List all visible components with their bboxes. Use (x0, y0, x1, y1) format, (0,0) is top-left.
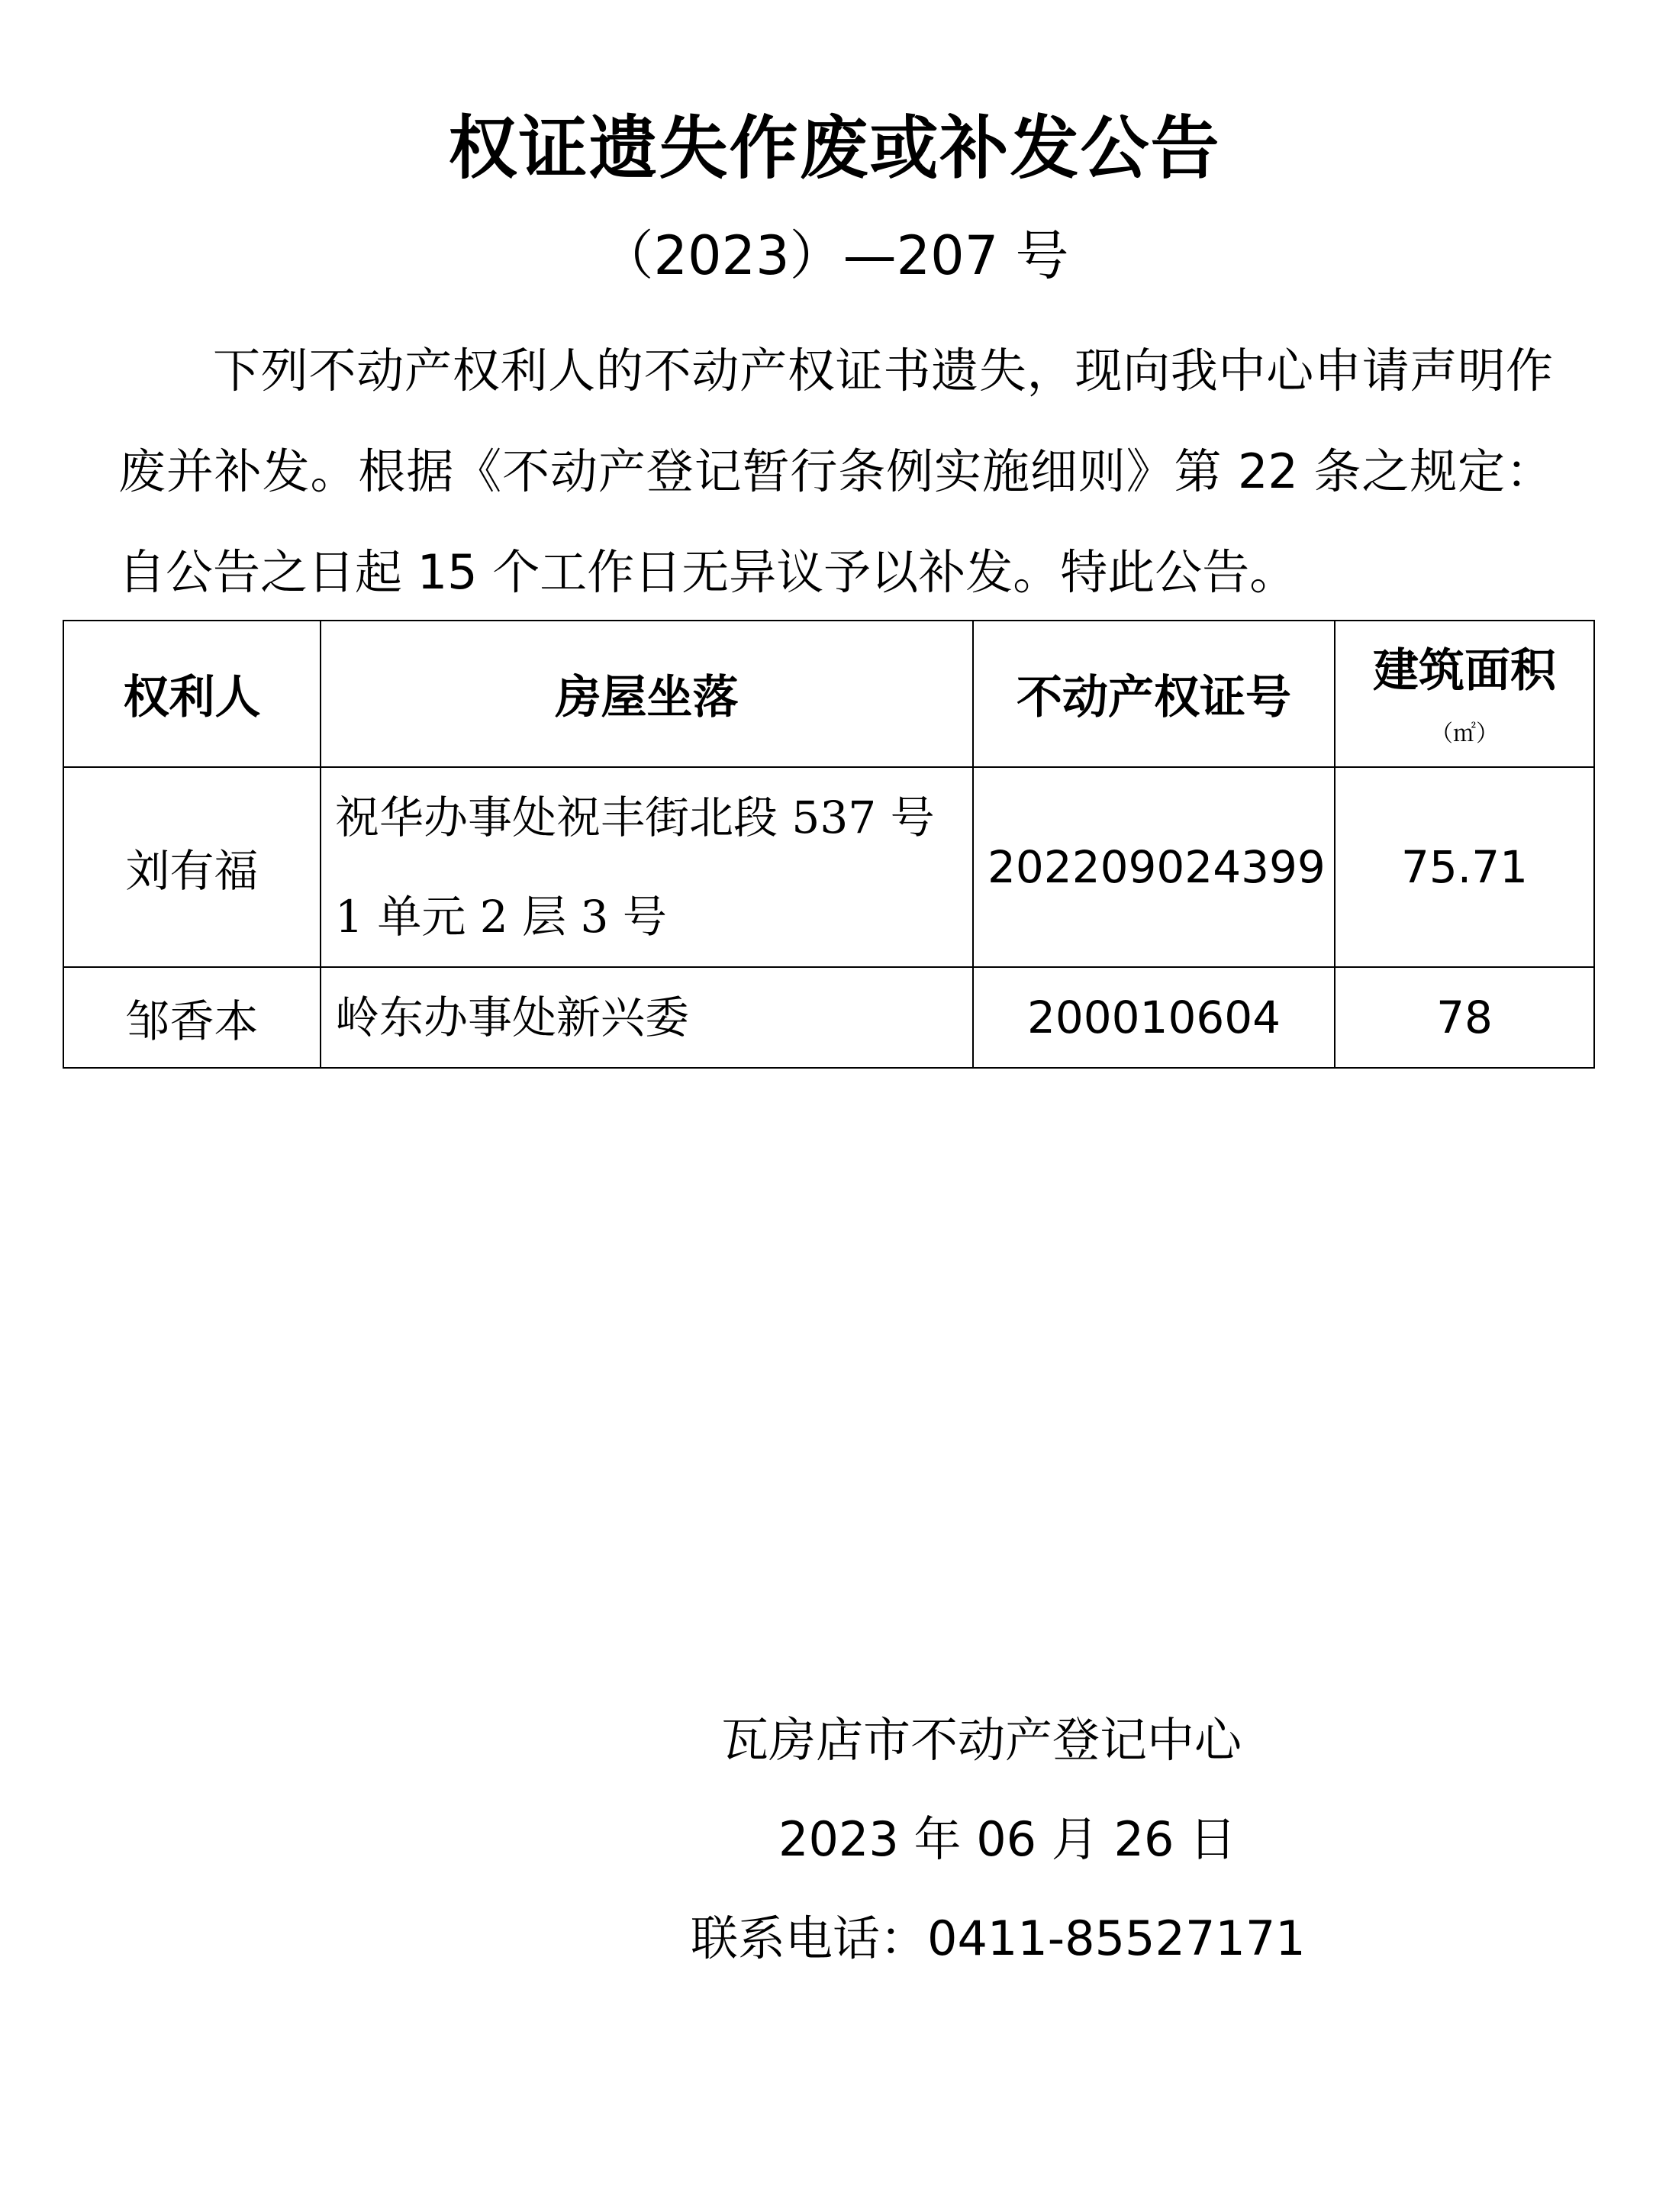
table-row (63, 967, 1594, 1068)
header-owner: 权利人 (63, 621, 321, 767)
document-number: （2023）—207 号 (600, 224, 1069, 287)
signature-date: 2023 年 06 月 26 日 (778, 1811, 1237, 1867)
table-row (63, 767, 1594, 967)
lost-certificate-table (63, 620, 1595, 1069)
contact-phone: 联系电话：0411-85527171 (691, 1911, 1306, 1966)
table-header-row (63, 621, 1594, 767)
announcement-body: 下列不动产权利人的不动产权证书遗失，现向我中心申请声明作废并补发。根据《不动产登记暂行条例实施细则》第 22 条之规定：自公告之日起 15 个工作日无异议予以补发。特此公告。 (118, 343, 1553, 600)
cell-location: 岭东办事处新兴委 (321, 967, 973, 1068)
header-area (1335, 621, 1594, 767)
document-title: 权证遗失作废或补发公告 (448, 108, 1221, 189)
cell-owner: 刘有福 (63, 767, 321, 967)
signature-organization: 瓦房店市不动产登记中心 (721, 1712, 1242, 1768)
cell-certificate: 200010604 (973, 967, 1335, 1068)
header-location: 房屋坐落 (321, 621, 973, 767)
cell-area: 75.71 (1335, 767, 1594, 967)
cell-area: 78 (1335, 967, 1594, 1068)
cell-certificate: 202209024399 (973, 767, 1335, 967)
header-area-unit: （㎡） (1430, 721, 1499, 747)
header-certificate: 不动产权证号 (973, 621, 1335, 767)
cell-location: 祝华办事处祝丰街北段 537 号 1 单元 2 层 3 号 (321, 767, 973, 967)
cell-owner: 邹香本 (63, 967, 321, 1068)
header-area-label: 建筑面积 (1373, 644, 1556, 698)
